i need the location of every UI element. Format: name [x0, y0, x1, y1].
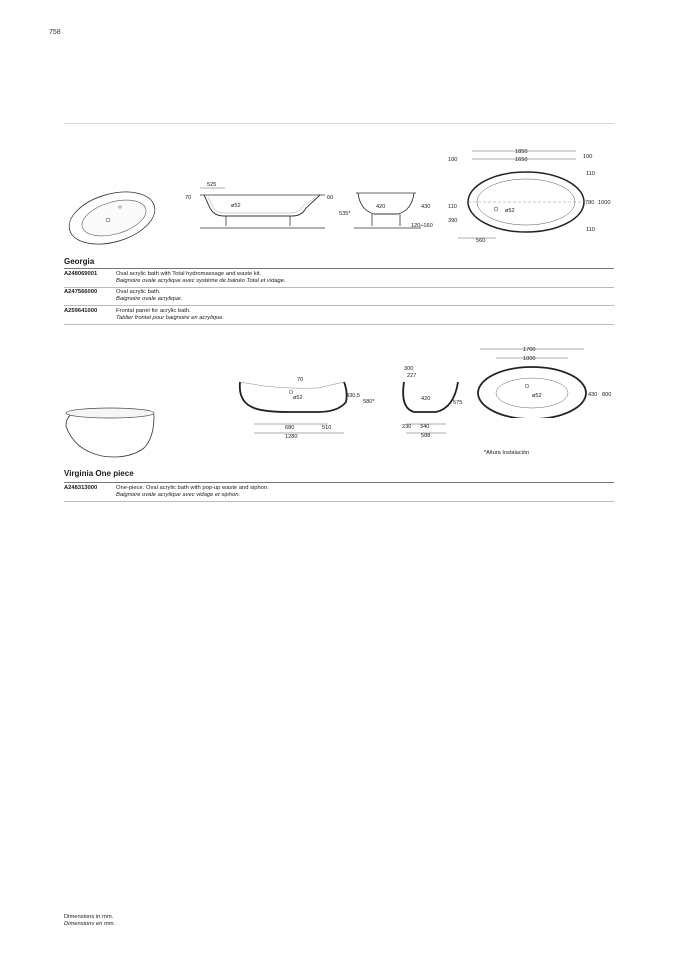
svg-text:ø52: ø52: [505, 208, 515, 214]
svg-text:100: 100: [583, 154, 593, 160]
svg-text:510: 510: [322, 425, 332, 431]
svg-text:227: 227: [407, 373, 417, 379]
top-divider: [64, 123, 614, 124]
svg-text:390: 390: [448, 218, 458, 224]
svg-text:110: 110: [448, 204, 457, 210]
svg-text:300: 300: [404, 366, 414, 372]
virginia-title: Virginia One piece: [64, 469, 134, 478]
svg-text:60: 60: [327, 195, 334, 201]
product-description: [116, 271, 614, 285]
svg-text:1650: 1650: [515, 157, 528, 163]
install-height-note: [482, 446, 562, 458]
footnote-fr: Dimensions en mm.: [64, 921, 116, 927]
svg-text:70: 70: [297, 377, 304, 383]
svg-text:430: 430: [588, 392, 598, 398]
table-row: [64, 483, 614, 502]
svg-text:560: 560: [476, 238, 486, 244]
product-code: A248313000: [64, 484, 98, 491]
georgia-title: Georgia: [64, 257, 95, 266]
svg-text:575: 575: [453, 400, 463, 406]
description-en: Oval acrylic bath with Total hydromassage and waste kit.: [116, 270, 262, 277]
svg-text:*Altura Instalación: *Altura Instalación: [484, 450, 530, 456]
svg-text:1000: 1000: [598, 200, 611, 206]
product-code: A259641000: [64, 307, 98, 314]
description-fr: Tablier frontal pour baignoire en acrylique.: [116, 314, 225, 321]
virginia-side-view: [234, 372, 384, 442]
georgia-plan-view: [444, 146, 616, 248]
svg-text:340: 340: [420, 424, 430, 430]
svg-text:580*: 580*: [363, 399, 375, 405]
product-description: [116, 485, 614, 499]
georgia-front-view: [336, 184, 446, 236]
virginia-perspective-view: [62, 404, 158, 460]
description-fr: Baignoire ovale acrylique avec vidage et siphon.: [116, 491, 241, 498]
svg-text:110: 110: [586, 227, 595, 233]
virginia-front-view: [396, 360, 476, 442]
georgia-product-table: [64, 268, 614, 325]
table-row: [64, 288, 614, 307]
svg-text:100: 100: [448, 157, 458, 163]
svg-text:525: 525: [207, 182, 217, 188]
footnote-en: Dimensions in mm.: [64, 914, 114, 920]
svg-text:430: 430: [421, 204, 431, 210]
svg-text:1700: 1700: [523, 347, 536, 353]
virginia-plan-view: [472, 344, 618, 418]
svg-text:780: 780: [585, 200, 595, 206]
table-row: [64, 269, 614, 288]
svg-text:ø52: ø52: [293, 395, 303, 401]
table-row: [64, 306, 614, 325]
product-description: [116, 308, 614, 322]
svg-text:1000: 1000: [523, 356, 536, 362]
svg-text:ø52: ø52: [231, 203, 241, 209]
georgia-perspective-view: [62, 188, 162, 250]
product-code: A247566000: [64, 289, 98, 295]
description-fr: Baignoire ovale acrylique.: [116, 296, 183, 302]
product-code: A248069001: [64, 270, 98, 277]
svg-text:230: 230: [402, 424, 412, 430]
svg-text:800: 800: [602, 392, 612, 398]
svg-text:420: 420: [376, 204, 386, 210]
virginia-product-table: [64, 482, 614, 502]
description-en: Frontal panel for acrylic bath.: [116, 307, 191, 314]
svg-text:70: 70: [185, 195, 192, 201]
svg-text:110: 110: [586, 171, 595, 177]
svg-text:420: 420: [421, 396, 431, 402]
dimensions-footnote: [64, 914, 115, 928]
page-number: 758: [49, 29, 61, 36]
svg-text:680: 680: [285, 425, 295, 431]
product-description: [116, 289, 614, 303]
svg-text:588: 588: [421, 433, 431, 439]
description-en: Oval acrylic bath.: [116, 289, 161, 295]
georgia-side-view: [180, 180, 340, 236]
description-en: One-piece. Oval acrylic bath with pop-up waste and siphon.: [116, 484, 269, 491]
svg-text:1850: 1850: [515, 149, 528, 155]
description-fr: Baignoire ovale acrylique avec système de balnéo Total et vidage.: [116, 277, 286, 284]
svg-text:1280: 1280: [285, 434, 298, 440]
svg-text:535*: 535*: [339, 211, 351, 217]
svg-text:ø52: ø52: [532, 393, 542, 399]
svg-text:430,5: 430,5: [346, 393, 360, 399]
svg-text:120÷160: 120÷160: [411, 223, 433, 229]
